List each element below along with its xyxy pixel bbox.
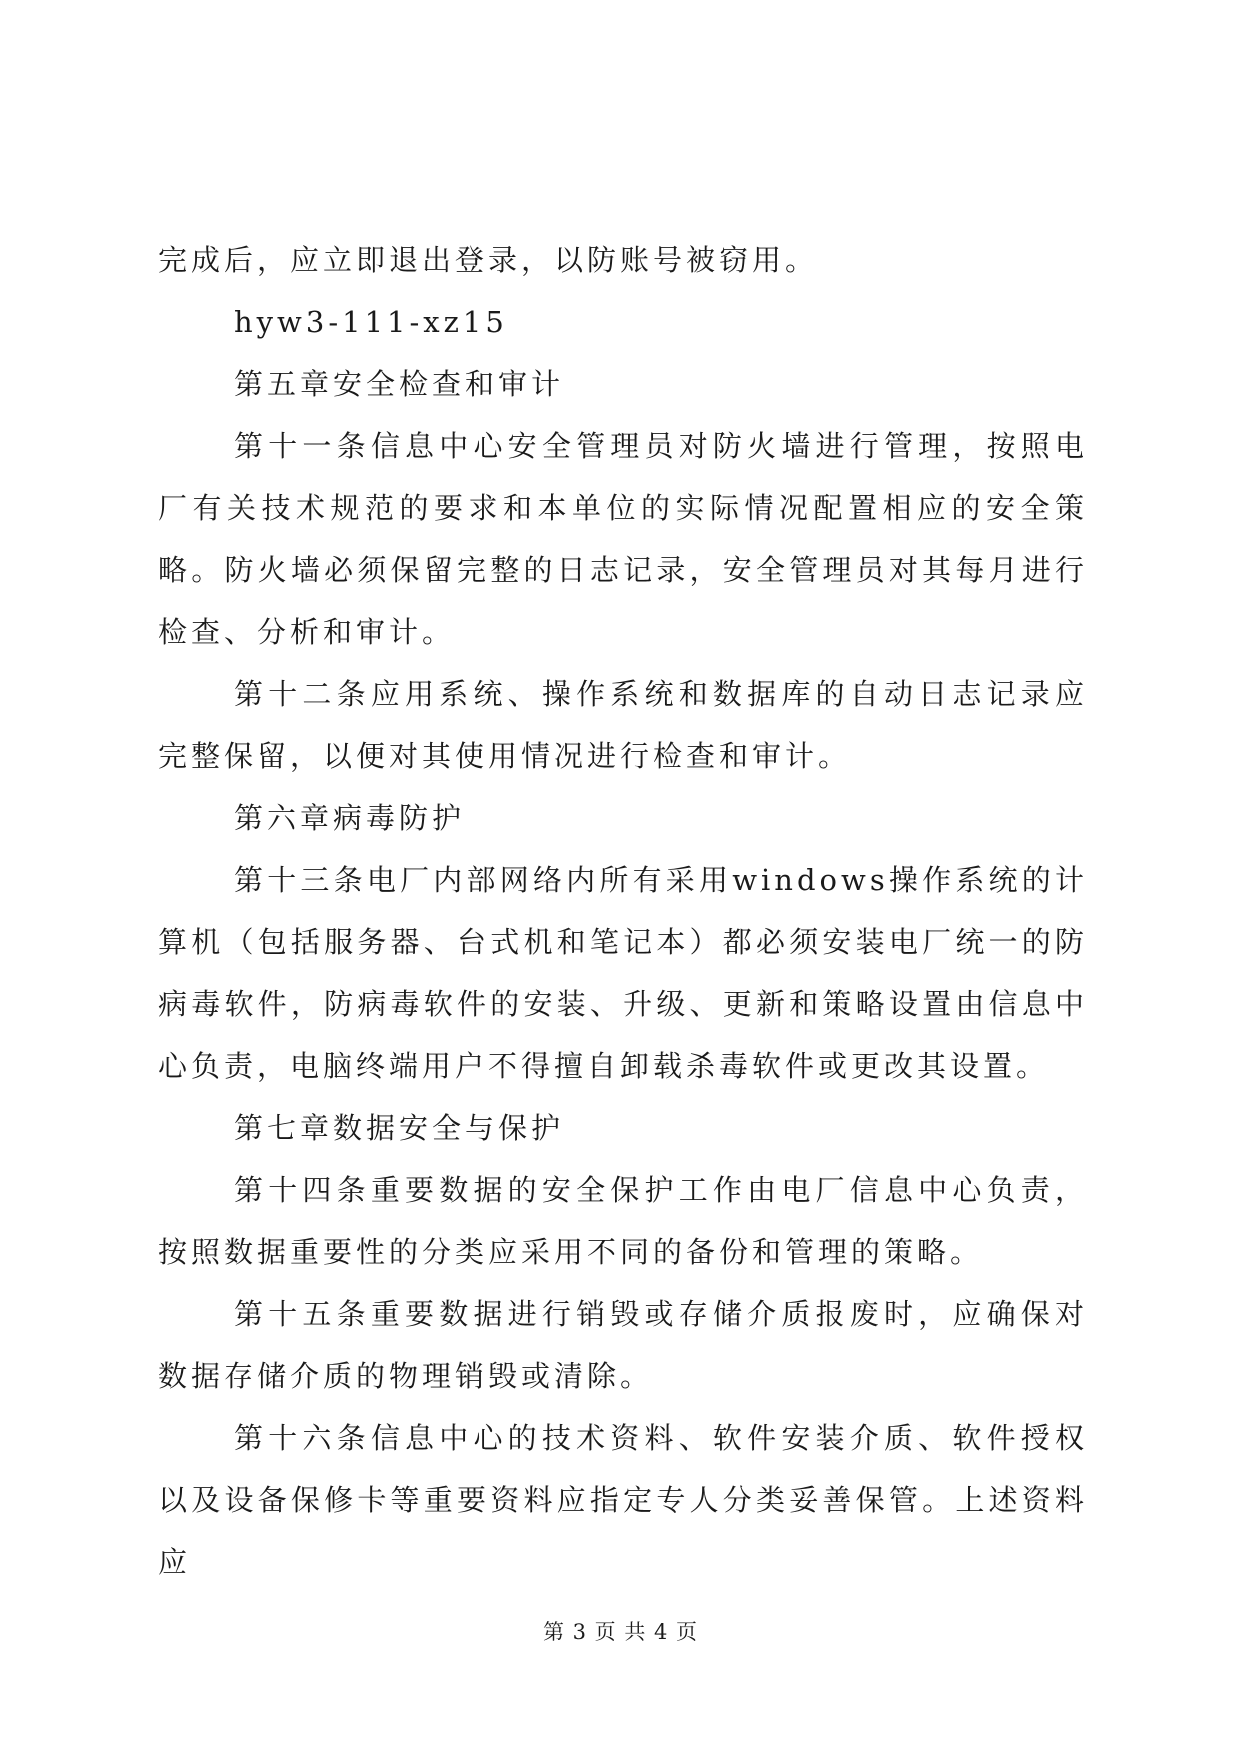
page-number: 第 3 页 共 4 页 <box>542 1620 699 1644</box>
chapter-heading-7: 第七章数据安全与保护 <box>234 1111 565 1145</box>
paragraph-doc-code: hyw3-111-xz15 <box>234 305 508 339</box>
chapter-heading-5: 第五章安全检查和审计 <box>234 367 565 401</box>
page-footer <box>0 1616 1241 1646</box>
document-body <box>158 229 1088 1593</box>
article-11: 第十一条信息中心安全管理员对防火墙进行管理，按照电厂有关技术规范的要求和本单位的实际情况配置相应的安全策略。防火墙必须保留完整的日志记录，安全管理员对其每月进行检查、分析和审计。 <box>158 429 1088 649</box>
article-13: 第十三条电厂内部网络内所有采用windows操作系统的计算机（包括服务器、台式机和笔记本）都必须安装电厂统一的防病毒软件，防病毒软件的安装、升级、更新和策略设置由信息中心负责，电脑终端用户不得擅自卸载杀毒软件或更改其设置。 <box>158 863 1088 1083</box>
paragraph-login-logout: 完成后，应立即退出登录，以防账号被窃用。 <box>158 243 819 277</box>
article-15: 第十五条重要数据进行销毁或存储介质报废时，应确保对数据存储介质的物理销毁或清除。 <box>158 1297 1088 1393</box>
article-12: 第十二条应用系统、操作系统和数据库的自动日志记录应完整保留，以便对其使用情况进行检查和审计。 <box>158 677 1088 773</box>
article-14: 第十四条重要数据的安全保护工作由电厂信息中心负责，按照数据重要性的分类应采用不同的备份和管理的策略。 <box>158 1173 1088 1269</box>
article-16: 第十六条信息中心的技术资料、软件安装介质、软件授权以及设备保修卡等重要资料应指定专人分类妥善保管。上述资料应 <box>158 1421 1088 1579</box>
chapter-heading-6: 第六章病毒防护 <box>234 801 466 835</box>
